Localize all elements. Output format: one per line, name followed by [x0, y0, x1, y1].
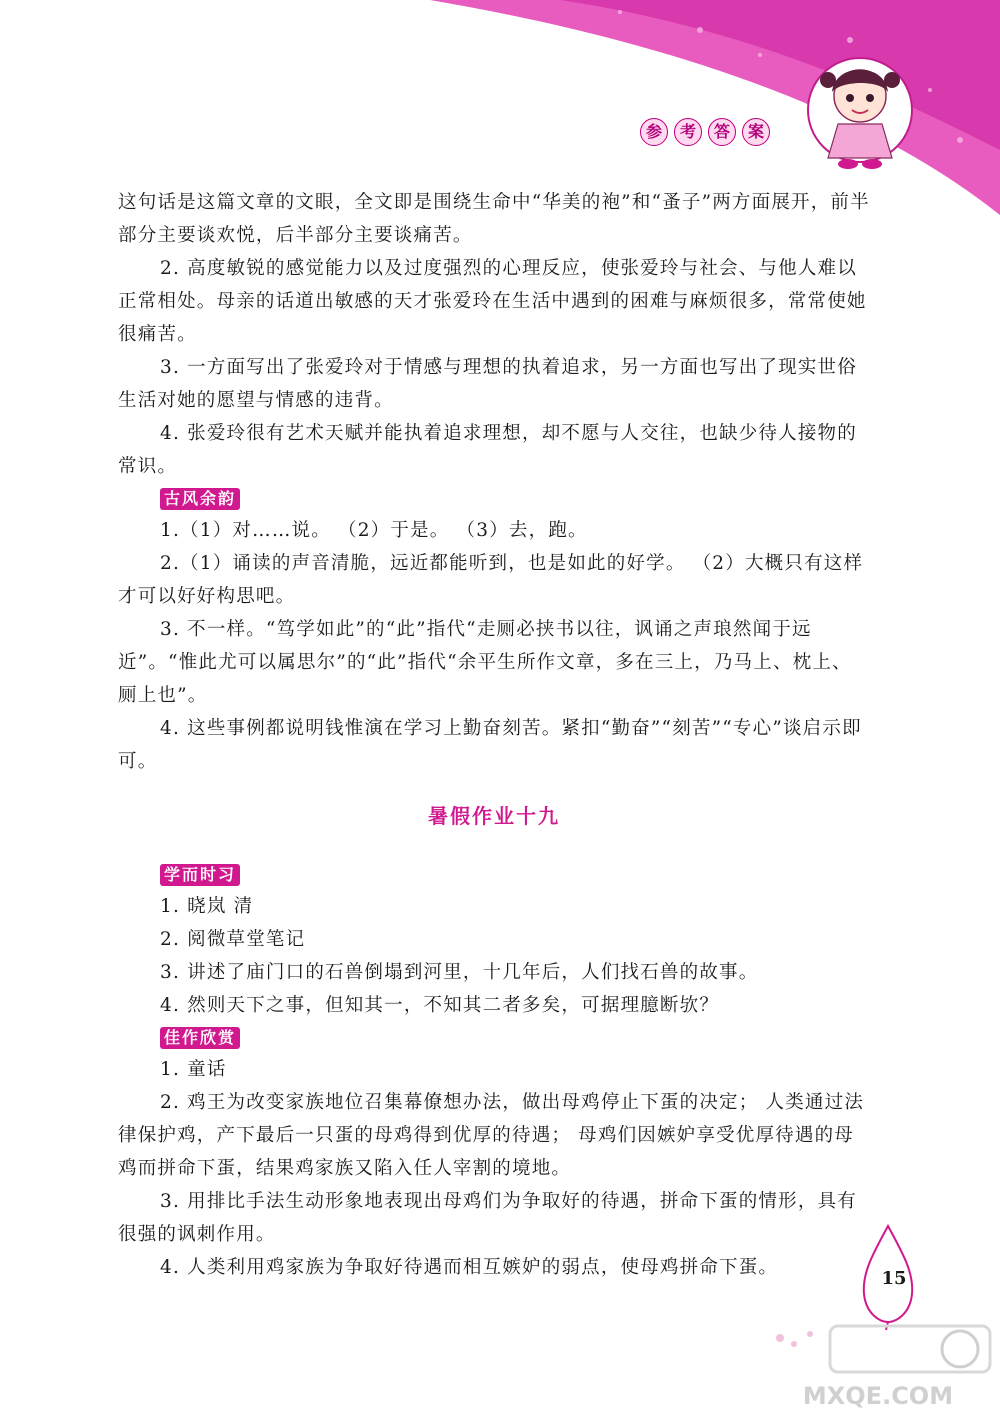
answer-item: 2. 鸡王为改变家族地位召集幕僚想办法，做出母鸡停止下蛋的决定； 人类通过法律保护鸡，产下最后一只蛋的母鸡得到优厚的待遇； 母鸡们因嫉妒享受优厚待遇的母鸡而拼命下蛋，结果鸡家族又陷入任人宰割的境地。 — [118, 1092, 865, 1179]
answer-item: 4. 人类利用鸡家族为争取好待遇而相互嫉妒的弱点，使母鸡拼命下蛋。 — [160, 1257, 779, 1278]
answer-item: 4. 这些事例都说明钱惟演在学习上勤奋刻苦。紧扣“勤奋”“刻苦”“专心”谈启示即可。 — [118, 718, 862, 772]
section-label-xueer: 学而时习 — [160, 864, 240, 886]
answer-item: 2. 阅微草堂笔记 — [160, 929, 306, 950]
answer-item: 1. 晓岚 清 — [160, 896, 254, 917]
paragraph: 2. 高度敏锐的感觉能力以及过度强烈的心理反应，使张爱玲与社会、与他人难以正常相处。母亲的话道出敏感的天才张爱玲在生活中遇到的困难与麻烦很多，常常使她很痛苦。 — [118, 258, 867, 345]
answer-item: 3. 不一样。“笃学如此”的“此”指代“走厕必挟书以往，讽诵之声琅然闻于远近”。“惟此尤可以属思尔”的“此”指代“余平生所作文章，多在三上，乃马上、枕上、厕上也”。 — [118, 619, 852, 706]
badge-char: 考 — [674, 118, 702, 146]
watermark-logo-icon — [760, 1320, 996, 1412]
paragraph: 3. 一方面写出了张爱玲对于情感与理想的执着追求，另一方面也写出了现实世俗生活对她的愿望与情感的违背。 — [118, 357, 857, 411]
answer-item: 1. 童话 — [160, 1059, 227, 1080]
paragraph: 4. 张爱玲很有艺术天赋并能执着追求理想，却不愿与人交往，也缺少待人接物的常识。 — [118, 423, 857, 477]
section-label-gufeng: 古风余韵 — [160, 488, 240, 510]
answer-item: 2.（1）诵读的声音清脆，远近都能听到，也是如此的好学。 （2）大概只有这样才可以好好构思吧。 — [118, 553, 864, 607]
section-label-jiazuo: 佳作欣赏 — [160, 1027, 240, 1049]
answer-item: 3. 用排比手法生动形象地表现出母鸡们为争取好的待遇，拼命下蛋的情形，具有很强的讽刺作用。 — [118, 1191, 857, 1245]
answer-item: 1.（1）对……说。 （2）于是。 （3）去，跑。 — [160, 520, 588, 541]
answer-item: 4. 然则天下之事，但知其一，不知其二者多矣，可据理臆断欤？ — [160, 995, 720, 1016]
chapter-title: 暑假作业十九 — [428, 804, 560, 828]
girl-illustration-icon — [808, 58, 912, 169]
badge-char: 案 — [742, 118, 770, 146]
answer-content — [118, 186, 870, 1284]
paragraph: 这句话是这篇文章的文眼，全文即是围绕生命中“华美的袍”和“蚤子”两方面展开，前半部分主要谈欢悦，后半部分主要谈痛苦。 — [118, 192, 870, 246]
badge-char: 参 — [640, 118, 668, 146]
watermark-text: MXQE.COM — [802, 1382, 954, 1410]
page-number: 15 — [881, 1268, 907, 1289]
answer-item: 3. 讲述了庙门口的石兽倒塌到河里，十几年后，人们找石兽的故事。 — [160, 962, 759, 983]
badge-char: 答 — [708, 118, 736, 146]
reference-answer-badge — [640, 118, 770, 144]
